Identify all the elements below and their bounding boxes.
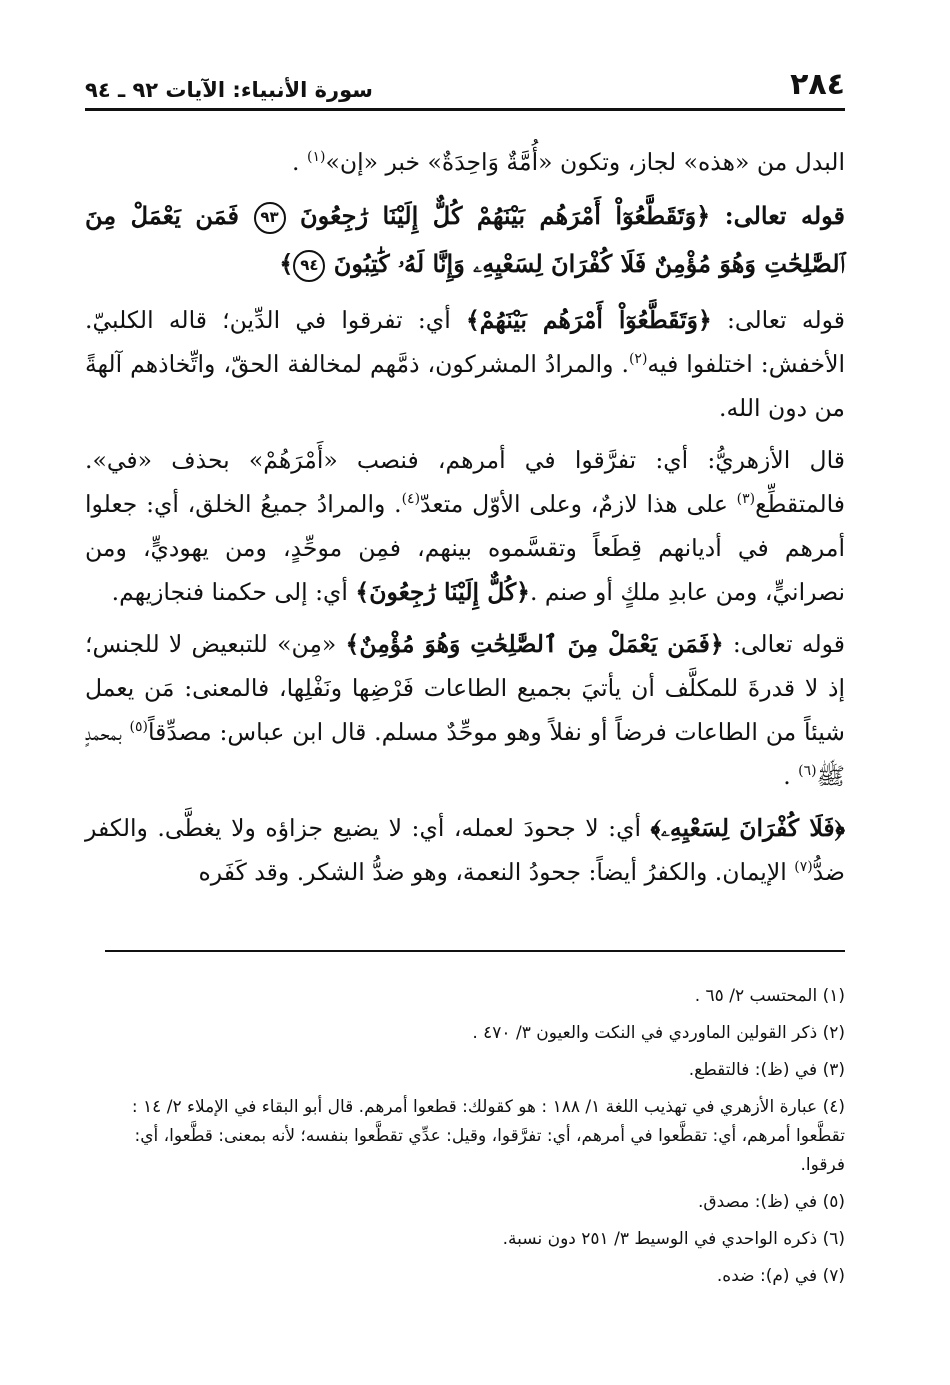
footnote-3: (٣) في (ظ): فالتقطع. — [688, 1060, 845, 1080]
footnote-1: (١) المحتسب ٢/ ٦٥ . — [694, 986, 845, 1006]
footnote-divider — [105, 950, 845, 952]
footnote-ref[interactable]: (٧) — [794, 859, 813, 876]
verse-intro: قوله تعالى: — [710, 201, 845, 230]
verse-number-marker: ٩٣ — [254, 202, 286, 234]
verse-number-marker: ٩٤ — [293, 250, 325, 282]
footnote-ref[interactable]: (٥) — [129, 719, 149, 736]
footnote-ref[interactable]: (٢) — [628, 351, 648, 368]
quran-quote: ﴿كُلٌّ إِلَيْنَا رَٰجِعُونَ﴾ — [355, 578, 530, 606]
paragraph-2: قوله تعالى: ﴿وَتَقَطَّعُوٓاْ أَمْرَهُم بَيْنَهُمْ﴾ أي: تفرقوا في الدِّين؛ قاله الكلبيّ. الأخفش: اختلفوا فيه$^{(٢)}$. والمرادُ المشركون، ذمَّهم لمخالفة الحقّ، واتِّخاذهم آلهةً من دون الله. — [85, 306, 846, 422]
footnote-ref[interactable]: (٣) — [736, 491, 756, 508]
footnote-2: (٢) ذكر القولين الماوردي في النكت والعيون ٣/ ٤٧٠ . — [472, 1023, 845, 1043]
quran-quote: ﴿وَتَقَطَّعُوٓاْ أَمْرَهُم بَيْنَهُمْ﴾ — [465, 306, 712, 334]
quran-quote: ﴿فَلَا كُفْرَانَ لِسَعْيِهِۦ﴾ — [650, 814, 845, 842]
quran-quote: ﴿فَمَن يَعْمَلْ مِنَ ٱلصَّٰلِحَٰتِ وَهُوَ مُؤْمِنٌ﴾ — [345, 630, 724, 658]
paragraph-4: قوله تعالى: ﴿فَمَن يَعْمَلْ مِنَ ٱلصَّٰلِحَٰتِ وَهُوَ مُؤْمِنٌ﴾ «مِن» للتبعيض لا للجنس؛ إذ لا قدرةَ للمكلَّف أن يأتيَ بجميع الطاعات فَرْضِها ونَفْلِها، فالمعنى: مَن يعمل شيئاً من الطاعات فرضاً أو نفلاً وهو موحِّدٌ مسلم. قال ابن عباس: مصدِّقاً$^{(٥)}$ بمحمدٍ ﷺ$^{(٦)}$ . — [85, 630, 846, 790]
paragraph-3: قال الأزهريُّ: أي: تفرَّقوا في أمرهم، فنصب «أَمْرَهُمْ» بحذف «في». فالمتقطِّع$^{(٣)}$ على هذا لازمٌ، وعلى الأوّل متعدّ$^{(٤)}$. والمرادُ جميعُ الخلق، أي: جعلوا أمرهم في أديانهم قِطَعاً وتقسَّموه بينهم، فمِن موحِّدٍ، ومن يهوديٍّ، ومن نصرانيٍّ، ومن عابدِ ملكٍ أو صنم .﴿كُلٌّ إِلَيْنَا رَٰجِعُونَ﴾ أي: إلى حكمنا فنجازيهم. — [85, 446, 845, 606]
footnotes — [85, 982, 845, 1299]
footnote-5: (٥) في (ظ): مصدق. — [698, 1192, 845, 1212]
footnote-6: (٦) ذكره الواحدي في الوسيط ٣/ ٢٥١ دون نسبة. — [502, 1229, 845, 1249]
verse-text-a: ﴿وَتَقَطَّعُوٓاْ أَمْرَهُم بَيْنَهُمْ كُلٌّ إِلَيْنَا رَٰجِعُونَ — [300, 201, 711, 230]
footnote-7: (٧) في (م): ضده. — [716, 1266, 845, 1286]
footnote-ref[interactable]: (٦) — [798, 763, 817, 780]
footnote-4: (٤) عبارة الأزهري في تهذيب اللغة ١/ ١٨٨ : هو كقولك: قطعوا أمرهم. قال أبو البقاء في الإملاء ٢/ ١٤ : تقطَّعوا أمرهم، أي: تقطَّعوا في أمرهم، أي: تفرَّقوا، وقيل: عدِّي تقطَّعوا بنفسه؛ لأنه بمعنى: قطَّعوا، أي: فرقوا. — [131, 1097, 845, 1175]
page-number: ٢٨٤ — [790, 67, 845, 102]
paragraph-5: ﴿فَلَا كُفْرَانَ لِسَعْيِهِۦ﴾ أي: لا جحودَ لعمله، أي: لا يضيع جزاؤه ولا يغطَّى. والكفر ضدُّ$^{(٧)}$ الإيمان. والكفرُ أيضاً: جحودُ النعمة، وهو ضدُّ الشكر. وقد كَفَره — [85, 814, 845, 886]
running-title: سورة الأنبياء: الآيات ٩٢ ـ ٩٤ — [85, 78, 373, 102]
paragraph-1: البدل من «هذه» لجاز، وتكون «أُمَّةٌ وَاحِدَةٌ» خبر «إن»$^{(١)}$ . — [292, 148, 845, 176]
page-header — [85, 58, 845, 111]
main-text — [85, 140, 845, 902]
footnote-ref[interactable]: (١) — [306, 149, 326, 166]
verse-text-b: فَمَن يَعْمَلْ مِنَ ٱلصَّٰلِحَٰتِ وَهُوَ مُؤْمِنٌ فَلَا كُفْرَانَ لِسَعْيِهِۦ وَإِنَّا لَهُۥ كَٰتِبُونَ — [85, 201, 845, 278]
footnote-ref[interactable]: (٤) — [401, 491, 421, 508]
verse-block: قوله تعالى: ﴿وَتَقَطَّعُوٓاْ أَمْرَهُم بَيْنَهُمْ كُلٌّ إِلَيْنَا رَٰجِعُونَ ٩٣ فَمَن يَعْمَلْ مِنَ ٱلصَّٰلِحَٰتِ وَهُوَ مُؤْمِنٌ فَلَا كُفْرَانَ لِسَعْيِهِۦ وَإِنَّا لَهُۥ كَٰتِبُونَ ٩٤﴾ — [85, 192, 845, 288]
